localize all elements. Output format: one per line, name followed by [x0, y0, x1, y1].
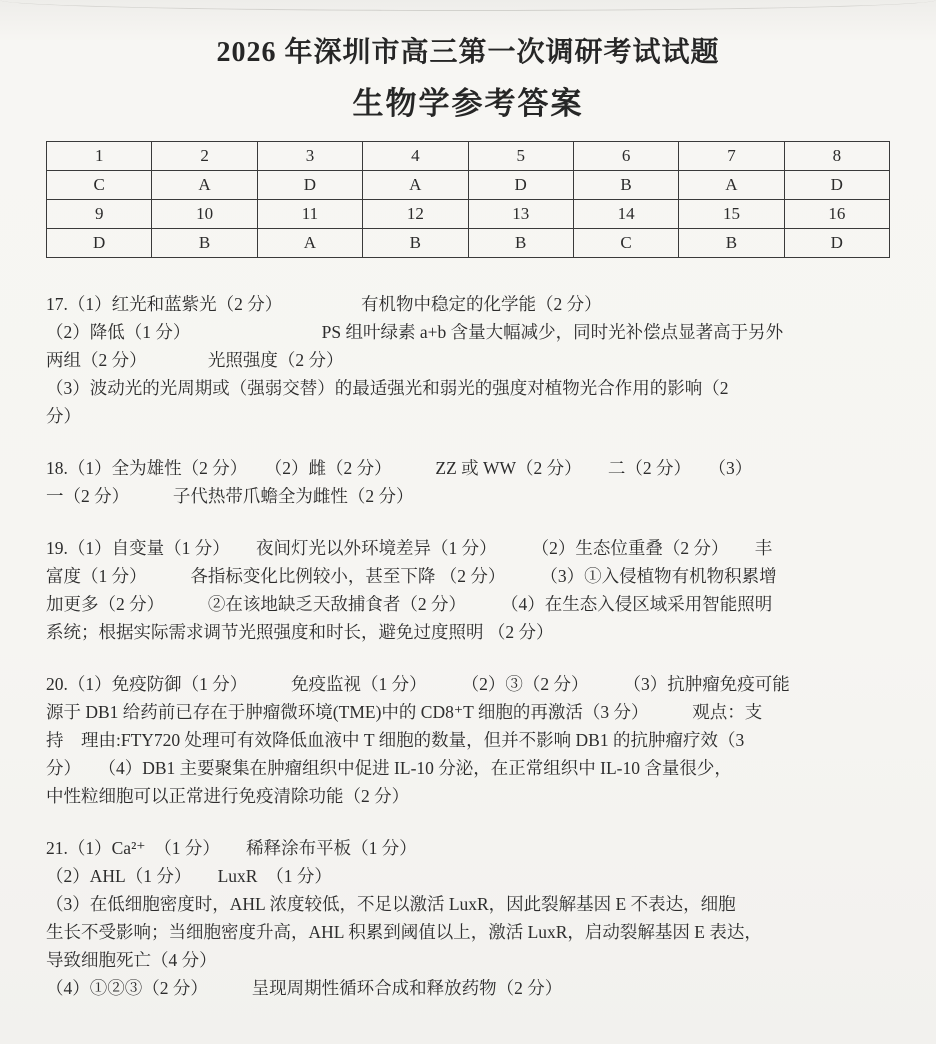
table-cell: D [784, 171, 889, 200]
answer-line: （3）波动光的光周期或（强弱交替）的最适强光和弱光的强度对植物光合作用的影响（2 [46, 378, 729, 398]
question-20-answer-block [46, 670, 890, 810]
table-cell: 16 [784, 200, 889, 229]
answer-line: （4）①②③（2 分） 呈现周期性循环合成和释放药物（2 分） [46, 978, 563, 998]
answer-line: 持 理由:FTY720 处理可有效降低血液中 T 细胞的数量，但并不影响 DB1 的抗肿瘤疗效（3 [46, 730, 745, 750]
answer-line: 源于 DB1 给药前已存在于肿瘤微环境(TME)中的 CD8⁺T 细胞的再激活（3 分） 观点：支 [46, 702, 763, 722]
answer-line: （2）AHL（1 分） LuxR （1 分） [46, 866, 332, 886]
table-cell: D [468, 171, 573, 200]
answer-line: （2）降低（1 分） PS 组叶绿素 a+b 含量大幅减少，同时光补偿点显著高于另外 [46, 322, 784, 342]
table-cell: 11 [257, 200, 362, 229]
subject-answer-title: 生物学参考答案 [352, 86, 584, 121]
answer-table-row-answers-2 [47, 229, 890, 258]
table-cell: 8 [784, 142, 889, 171]
answer-line: 20.（1）免疫防御（1 分） 免疫监视（1 分） （2）③（2 分） （3）抗肿瘤免疫可能 [46, 674, 790, 694]
table-cell: A [363, 171, 468, 200]
answer-line: 加更多（2 分） ②在该地缺乏天敌捕食者（2 分） （4）在生态入侵区域采用智能照明 [46, 594, 773, 614]
table-cell: 2 [152, 142, 257, 171]
question-19-answer-block [46, 534, 890, 646]
answer-line: 生长不受影响；当细胞密度升高，AHL 积累到阈值以上，激活 LuxR，启动裂解基因 E 表达， [46, 922, 762, 942]
table-cell: 6 [573, 142, 678, 171]
table-cell: 13 [468, 200, 573, 229]
table-cell: C [573, 229, 678, 258]
table-cell: B [679, 229, 784, 258]
table-cell: C [47, 171, 152, 200]
question-18-answer-block [46, 454, 890, 510]
table-cell: B [468, 229, 573, 258]
table-cell: A [257, 229, 362, 258]
answer-line: （3）在低细胞密度时，AHL 浓度较低，不足以激活 LuxR，因此裂解基因 E 不表达，细胞 [46, 894, 736, 914]
answer-line: 21.（1）Ca²⁺ （1 分） 稀释涂布平板（1 分） [46, 838, 417, 858]
table-cell: 12 [363, 200, 468, 229]
table-cell: 14 [573, 200, 678, 229]
answer-line: 两组（2 分） 光照强度（2 分） [46, 350, 344, 370]
question-21-answer-block [46, 834, 890, 1002]
table-cell: D [784, 229, 889, 258]
question-17-answer-block [46, 290, 890, 430]
table-cell: B [573, 171, 678, 200]
table-cell: D [47, 229, 152, 258]
table-cell: A [152, 171, 257, 200]
answer-line: 18.（1）全为雄性（2 分） （2）雌（2 分） ZZ 或 WW（2 分） 二（2 分） （3） [46, 458, 753, 478]
table-cell: 4 [363, 142, 468, 171]
table-cell: 9 [47, 200, 152, 229]
written-answers-section [46, 286, 890, 1002]
answer-table-row-numbers-2 [47, 200, 890, 229]
answer-line: 富度（1 分） 各指标变化比例较小，甚至下降 （2 分） （3）①入侵植物有机物积累增 [46, 566, 777, 586]
answer-line: 分） [46, 406, 81, 426]
answer-table [46, 141, 890, 258]
answer-table-row-numbers-1 [47, 142, 890, 171]
answer-line: 17.（1）红光和蓝紫光（2 分） 有机物中稳定的化学能（2 分） [46, 294, 602, 314]
answer-line: 一（2 分） 子代热带爪蟾全为雌性（2 分） [46, 486, 414, 506]
table-cell: A [679, 171, 784, 200]
answer-line: 中性粒细胞可以正常进行免疫清除功能（2 分） [46, 786, 410, 806]
table-cell: D [257, 171, 362, 200]
table-cell: B [152, 229, 257, 258]
answer-line: 分） （4）DB1 主要聚集在肿瘤组织中促进 IL-10 分泌，在正常组织中 IL-10 含量很少， [46, 758, 732, 778]
table-cell: 7 [679, 142, 784, 171]
answer-table-row-answers-1 [47, 171, 890, 200]
exam-title: 2026 年深圳市高三第一次调研考试试题 [216, 37, 720, 68]
answer-line: 系统；根据实际需求调节光照强度和时长，避免过度照明 （2 分） [46, 622, 554, 642]
answer-line: 导致细胞死亡（4 分） [46, 950, 217, 970]
table-cell: B [363, 229, 468, 258]
table-cell: 10 [152, 200, 257, 229]
table-cell: 3 [257, 142, 362, 171]
table-cell: 5 [468, 142, 573, 171]
table-cell: 1 [47, 142, 152, 171]
answer-line: 19.（1）自变量（1 分） 夜间灯光以外环境差异（1 分） （2）生态位重叠（2 分） 丰 [46, 538, 773, 558]
table-cell: 15 [679, 200, 784, 229]
